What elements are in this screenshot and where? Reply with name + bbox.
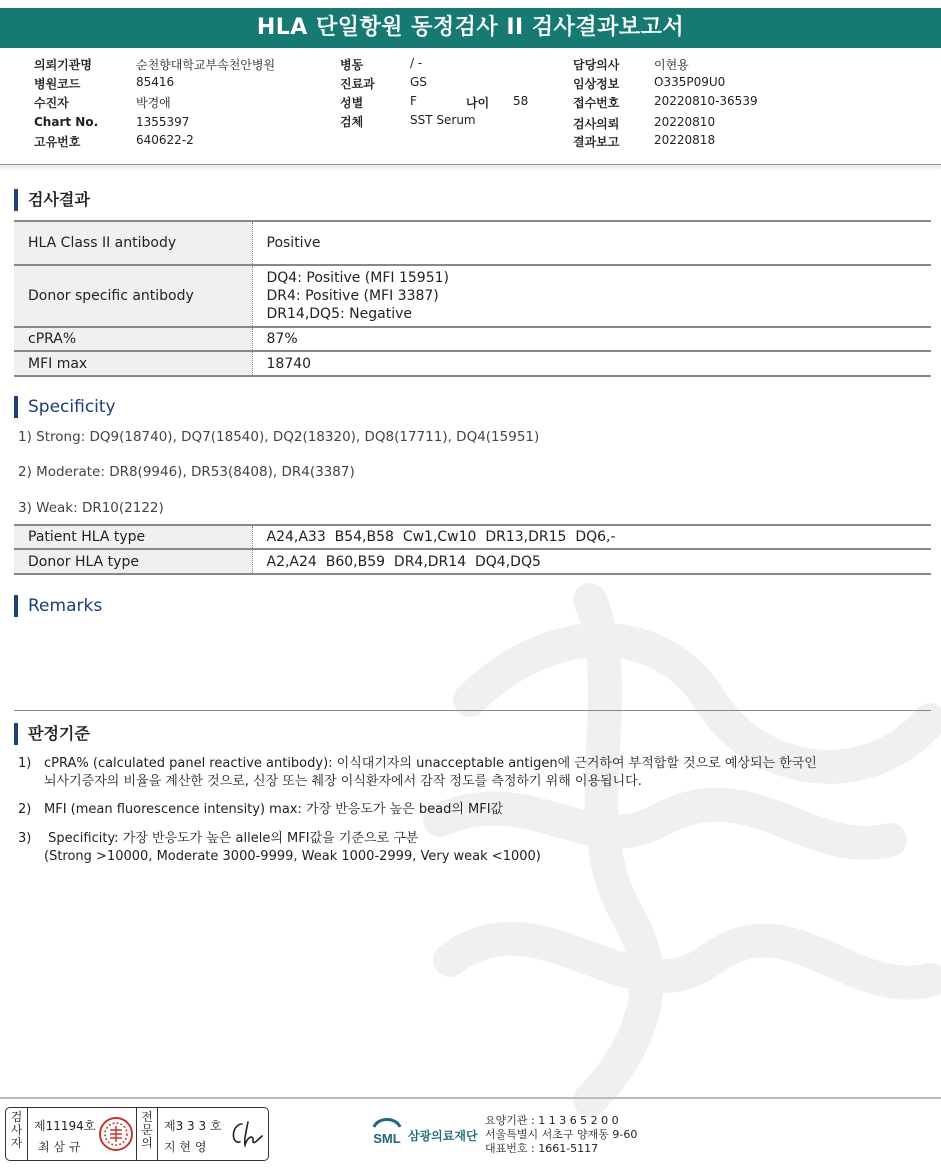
examiner-name: 최 삼 규	[38, 1140, 81, 1154]
department-value: GS	[410, 75, 427, 89]
examiner-license: 제11194호	[34, 1119, 96, 1133]
receipt-no-value: 20220810-36539	[654, 94, 758, 108]
patient-value: 박경애	[136, 96, 171, 110]
table-row	[14, 327, 931, 351]
chart-no-label: Chart No.	[34, 115, 99, 129]
specificity-section-title: Specificity	[14, 396, 116, 418]
criteria-text: 뇌사기증자의 비율을 계산한 것으로, 신장 또는 췌장 이식환자에서 감작 정도를 측정하기 위해 이용됩니다.	[44, 774, 642, 789]
doctor-label: 담당의사	[573, 58, 620, 72]
hla-key: Donor HLA type	[14, 549, 252, 574]
hospital-code-value: 85416	[136, 75, 175, 89]
organization-info	[485, 1114, 637, 1156]
result-key: Donor specific antibody	[14, 265, 252, 327]
hla-value: A2,A24 B60,B59 DR4,DR14 DQ4,DQ5	[252, 549, 931, 574]
hospital-code-label: 병원코드	[34, 77, 81, 91]
results-table	[14, 220, 931, 377]
criteria-number: 2)	[18, 802, 32, 817]
age-label: 나이	[466, 96, 490, 110]
logo-text: SML	[373, 1131, 401, 1146]
examiner-label: 검사자	[10, 1110, 23, 1150]
report-date-value: 20220818	[654, 133, 716, 147]
reviewer-license: 제3 3 3 호	[164, 1119, 222, 1133]
hla-value: A24,A33 B54,B58 Cw1,Cw10 DR13,DR15 DQ6,-	[252, 525, 931, 549]
examiner-vertical-label	[6, 1108, 28, 1160]
criteria-number: 3)	[18, 831, 32, 846]
signature-icon	[226, 1118, 266, 1150]
watermark-graphic	[330, 560, 941, 1120]
specificity-moderate: 2) Moderate: DR8(9946), DR53(8408), DR4(3387)	[18, 464, 355, 480]
institution-value: 순천향대학교부속천안병원	[136, 58, 276, 72]
unique-no-value: 640622-2	[136, 133, 194, 147]
chart-no-value: 1355397	[136, 115, 190, 129]
ward-label: 병동	[340, 58, 364, 72]
dsa-line: DR4: Positive (MFI 3387)	[266, 288, 439, 304]
department-label: 진료과	[340, 77, 375, 91]
dsa-line: DQ4: Positive (MFI 15951)	[266, 270, 449, 286]
reviewer-vertical-label	[136, 1108, 158, 1160]
criteria-text: cPRA% (calculated panel reactive antibody): 이식대기자의 unacceptable antigen에 근거하여 부적합할 것으로 예상되는 한국인	[44, 756, 817, 771]
clinical-info-label: 임상정보	[573, 77, 620, 91]
sex-value: F	[410, 94, 417, 108]
sml-logo-icon	[368, 1113, 406, 1151]
doctor-value: 이현용	[654, 58, 689, 72]
criteria-text: Specificity: 가장 반응도가 높은 allele의 MFI값을 기준으로 구분	[44, 831, 419, 846]
table-row	[14, 525, 931, 549]
table-row	[14, 265, 931, 327]
organization-logo	[368, 1113, 478, 1153]
criteria-number: 1)	[18, 756, 32, 771]
hla-key: Patient HLA type	[14, 525, 252, 549]
report-title: HLA 단일항원 동정검사 II 검사결과보고서	[0, 8, 941, 48]
request-date-value: 20220810	[654, 115, 716, 129]
header-shadow	[0, 165, 941, 171]
result-value-multiline	[252, 265, 931, 327]
patient-label: 수진자	[34, 96, 69, 110]
header-info	[0, 54, 941, 164]
result-value: 87%	[252, 327, 931, 351]
result-key: MFI max	[14, 351, 252, 376]
dsa-line: DR14,DQ5: Negative	[266, 306, 412, 322]
result-key: cPRA%	[14, 327, 252, 351]
table-row	[14, 351, 931, 376]
seal-stamp-icon	[98, 1116, 134, 1152]
org-address: 서울특별시 서초구 양재동 9-60	[485, 1128, 638, 1141]
org-code: 요양기관 : 1 1 3 6 5 2 0 0	[485, 1114, 619, 1127]
specimen-value: SST Serum	[410, 113, 476, 127]
ward-value: / -	[410, 56, 423, 70]
remarks-divider	[14, 710, 931, 711]
specificity-strong: 1) Strong: DQ9(18740), DQ7(18540), DQ2(18320), DQ8(17711), DQ4(15951)	[18, 429, 540, 445]
institution-label: 의뢰기관명	[34, 58, 92, 72]
signature-box	[5, 1107, 269, 1161]
age-value: 58	[513, 94, 529, 108]
table-row	[14, 221, 931, 265]
criteria-text: (Strong >10000, Moderate 3000-9999, Weak 1000-2999, Very weak <1000)	[44, 849, 541, 864]
hla-type-table	[14, 524, 931, 575]
sex-label: 성별	[340, 96, 364, 110]
result-key: HLA Class II antibody	[14, 221, 252, 265]
specificity-weak: 3) Weak: DR10(2122)	[18, 500, 164, 516]
org-phone: 대표번호 : 1661-5117	[485, 1142, 599, 1155]
reviewer-name: 지 현 영	[164, 1140, 207, 1154]
result-value: Positive	[252, 221, 931, 265]
report-date-label: 결과보고	[573, 135, 620, 149]
unique-no-label: 고유번호	[34, 135, 81, 149]
request-date-label: 검사의뢰	[573, 117, 620, 131]
footer-divider	[0, 1097, 941, 1099]
specimen-label: 검체	[340, 115, 364, 129]
table-row	[14, 549, 931, 574]
results-section-title: 검사결과	[14, 189, 90, 211]
result-value: 18740	[252, 351, 931, 376]
reviewer-label: 전문의	[141, 1110, 153, 1150]
clinical-info-value: O335P09U0	[654, 75, 726, 89]
organization-name: 삼광의료재단	[408, 1129, 478, 1143]
remarks-section-title: Remarks	[14, 595, 102, 617]
criteria-text: MFI (mean fluorescence intensity) max: 가장 반응도가 높은 bead의 MFI값	[44, 802, 504, 817]
receipt-no-label: 접수번호	[573, 96, 620, 110]
criteria-section-title: 판정기준	[14, 723, 90, 745]
